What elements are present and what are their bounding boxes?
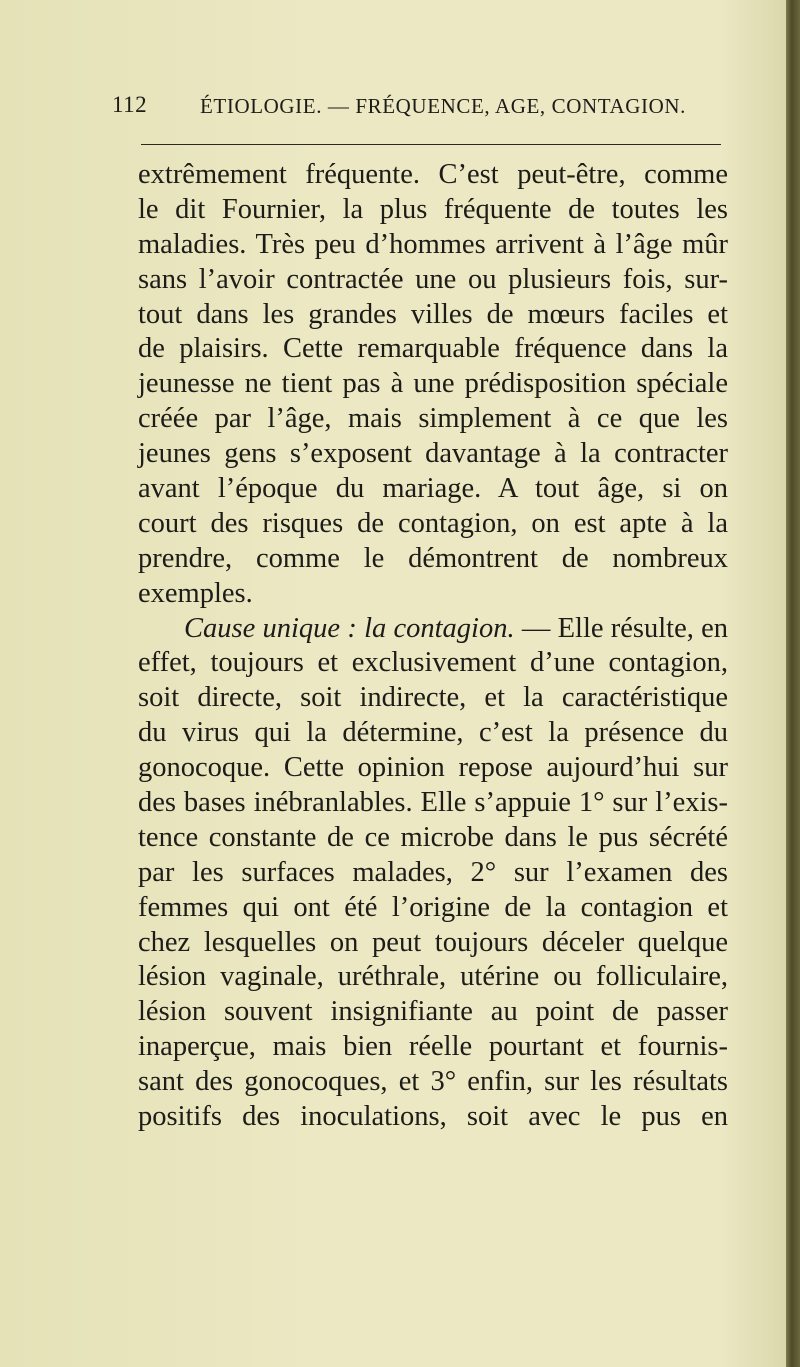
text-line: effet, toujours et exclusivement d’une contagion, bbox=[138, 647, 728, 679]
text-line: tout dans les grandes villes de mœurs faciles et bbox=[138, 298, 728, 330]
header-rule bbox=[141, 144, 721, 145]
text-line: lésion vaginale, uréthrale, utérine ou folliculaire, bbox=[138, 961, 728, 993]
section-first-line bbox=[138, 612, 728, 647]
text-line: jeunes gens s’exposent davantage à la contracter bbox=[138, 438, 728, 470]
text-line: du virus qui la détermine, c’est la présence du bbox=[138, 717, 728, 749]
text-line: des bases inébranlables. Elle s’appuie 1° sur l’exis- bbox=[138, 787, 728, 819]
text-line: sant des gonocoques, et 3° enfin, sur les résultats bbox=[138, 1066, 728, 1098]
text-line: le dit Fournier, la plus fréquente de toutes les bbox=[138, 193, 728, 225]
text-line: tence constante de ce microbe dans le pus sécrété bbox=[138, 821, 728, 853]
text-line: chez lesquelles on peut toujours déceler quelque bbox=[138, 926, 728, 958]
text-line: avant l’époque du mariage. A tout âge, si on bbox=[138, 473, 728, 505]
text-line: par les surfaces malades, 2° sur l’examen des bbox=[138, 856, 728, 888]
text-line: femmes qui ont été l’origine de la contagion et bbox=[138, 891, 728, 923]
text-line: jeunesse ne tient pas à une prédisposition spéciale bbox=[138, 368, 728, 400]
page-number: 112 bbox=[112, 92, 148, 117]
body-text bbox=[138, 158, 728, 1135]
text-line: exemples. bbox=[138, 577, 253, 609]
text-line: positifs des inoculations, soit avec le pus en bbox=[138, 1101, 728, 1133]
section-lead: — Elle résulte, en bbox=[514, 612, 729, 644]
text-line: prendre, comme le démontrent de nombreux bbox=[138, 542, 728, 574]
section-heading: Cause unique : la contagion. bbox=[184, 612, 515, 644]
text-line: de plaisirs. Cette remarquable fréquence dans la bbox=[138, 333, 728, 365]
text-line: sans l’avoir contractée une ou plusieurs fois, sur- bbox=[138, 263, 728, 295]
page-edge bbox=[786, 0, 800, 1367]
text-line: soit directe, soit indirecte, et la caractéristique bbox=[138, 682, 728, 714]
text-line: maladies. Très peu d’hommes arrivent à l’âge mûr bbox=[138, 228, 728, 260]
text-line: lésion souvent insignifiante au point de passer bbox=[138, 996, 728, 1028]
running-head: ÉTIOLOGIE. — FRÉQUENCE, AGE, CONTAGION. bbox=[200, 94, 687, 118]
text-line: créée par l’âge, mais simplement à ce que les bbox=[138, 403, 728, 435]
page-header bbox=[112, 92, 687, 128]
text-line: gonocoque. Cette opinion repose aujourd’hui sur bbox=[138, 752, 728, 784]
text-line: court des risques de contagion, on est apte à la bbox=[138, 507, 728, 539]
text-line: inaperçue, mais bien réelle pourtant et fournis- bbox=[138, 1031, 728, 1063]
text-line: extrêmement fréquente. C’est peut-être, comme bbox=[138, 159, 728, 190]
